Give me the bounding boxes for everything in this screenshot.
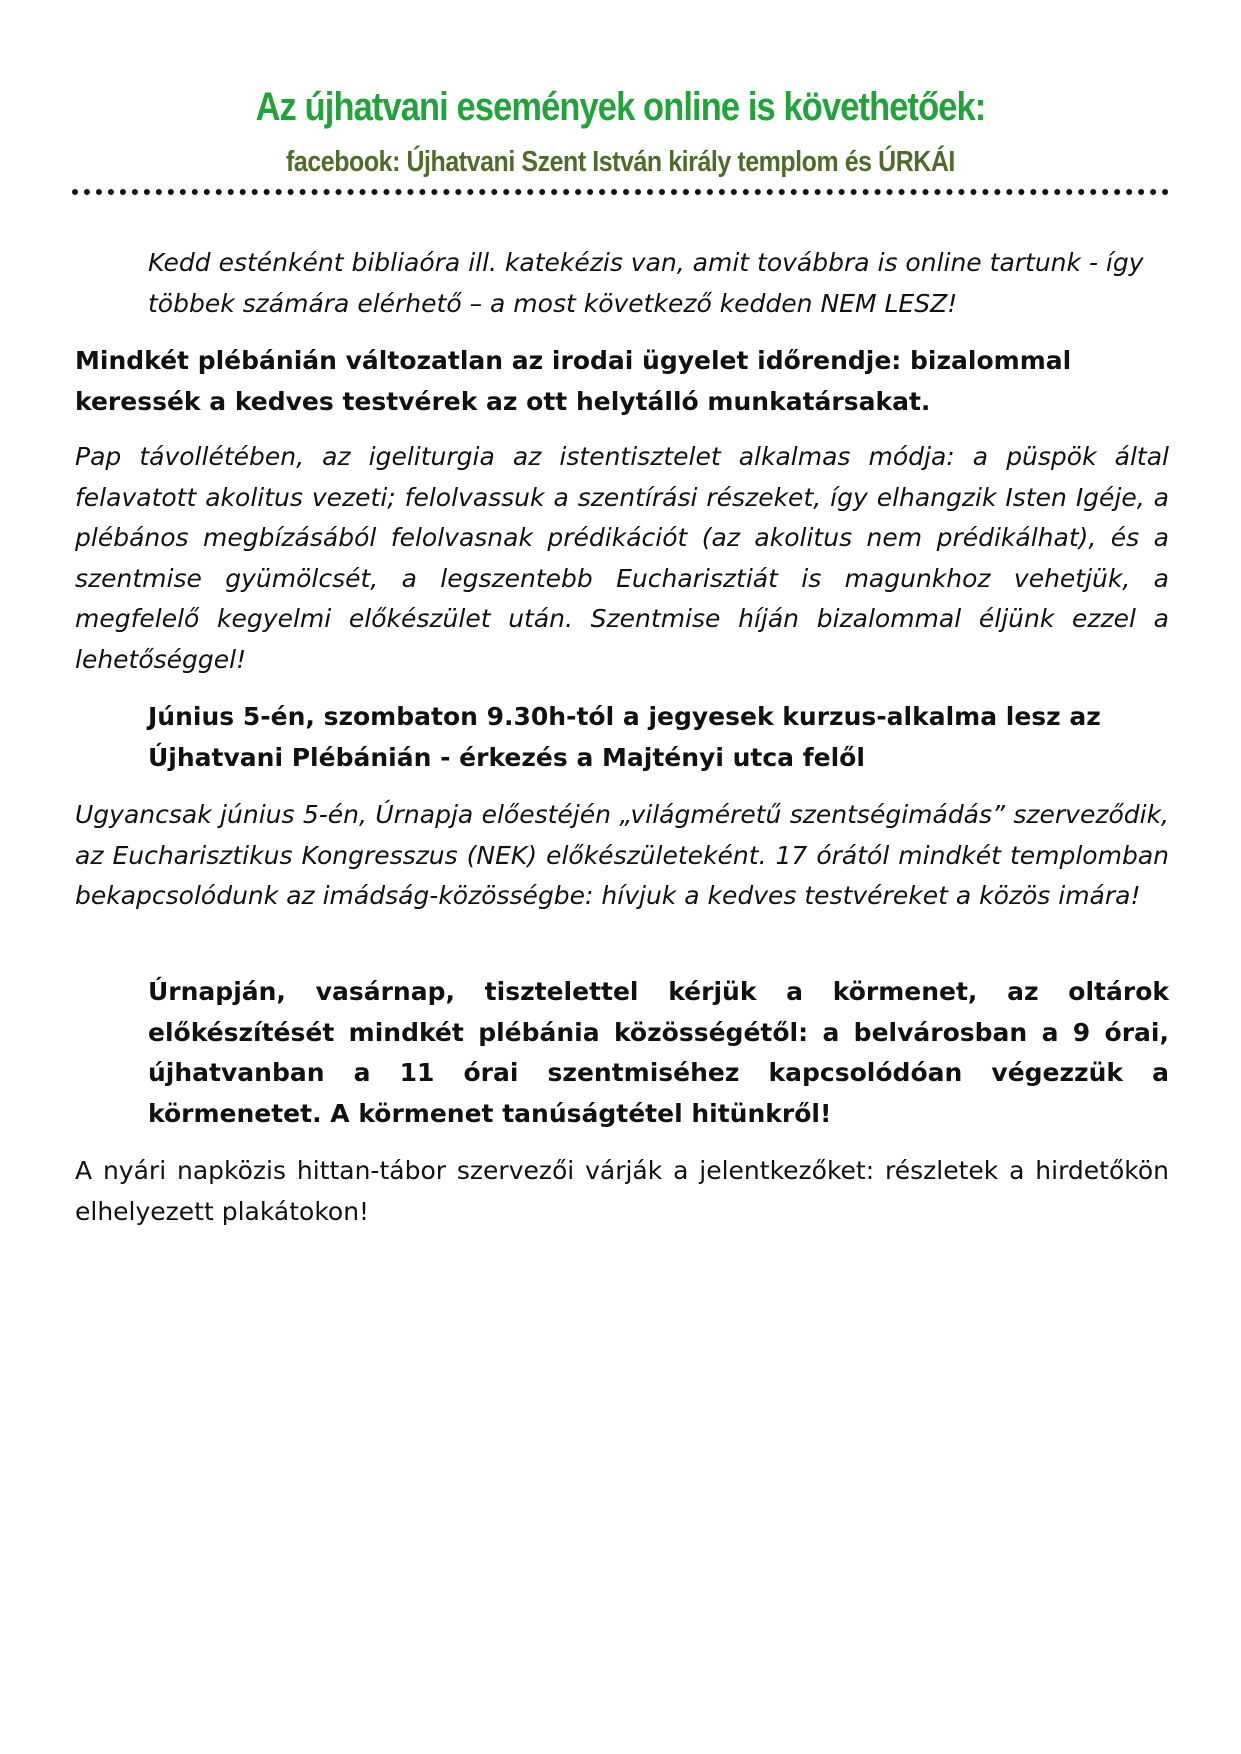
dotted-divider (72, 189, 1169, 195)
paragraph-office-hours: Mindkét plébánián változatlan az irodai ügyelet időrendje: bizalommal keressék a kedves testvérek az ott helytálló munkatársakat. (75, 346, 1072, 416)
page-title: Az újhatvani események online is követhetőek: (255, 85, 986, 129)
paragraph-adoration: Ugyancsak június 5-én, Úrnapja előestéjén „világméretű szentségimádás” szerveződik, az Eucharisztikus Kongresszus (NEK) előkészületeként. 17 órától mindkét templomban bekapcsolódunk az imádság-közösségbe: hívjuk a kedves testvéreket a közös imára! (75, 800, 1169, 910)
paragraph-liturgy: Pap távollétében, az igeliturgia az istentisztelet alkalmas módja: a püspök által felavatott akolitus vezeti; felolvassuk a szentírási részeket, így elhangzik Isten Igéje, a plébános megbízásából felolvasnak prédikációt (az akolitus nem prédikálhat), és a szentmise gyümölcsét, a legszentebb Eucharisztiát is magunkhoz vehetjük, a megfelelő kegyelmi előkészület után. Szentmise híján bizalommal éljünk ezzel a lehetőséggel! (75, 442, 1169, 674)
paragraph-bible-study: Kedd esténként bibliaóra ill. katekézis van, amit továbbra is online tartunk - így többek számára elérhető – a most következő kedden NEM LESZ! (148, 248, 1144, 318)
page-subtitle: facebook: Újhatvani Szent István király templom és ÚRKÁI (286, 146, 955, 178)
paragraph-procession: Úrnapján, vasárnap, tisztelettel kérjük a körmenet, az oltárok előkészítését mindkét plébánia közösségétől: a belvárosban a 9 órai, újhatvanban a 11 órai szentmiséhez kapcsolódóan végezzük a körmenetet. A körmenet tanúságtétel hitünkről! (148, 977, 1169, 1128)
paragraph-engaged-course: Június 5-én, szombaton 9.30h-tól a jegyesek kurzus-alkalma lesz az Újhatvani Plébánián - érkezés a Majtényi utca felől (148, 702, 1101, 772)
paragraph-summer-camp: A nyári napközis hittan-tábor szervezői várják a jelentkezőket: részletek a hirdetőkön elhelyezett plakátokon! (75, 1156, 1169, 1226)
